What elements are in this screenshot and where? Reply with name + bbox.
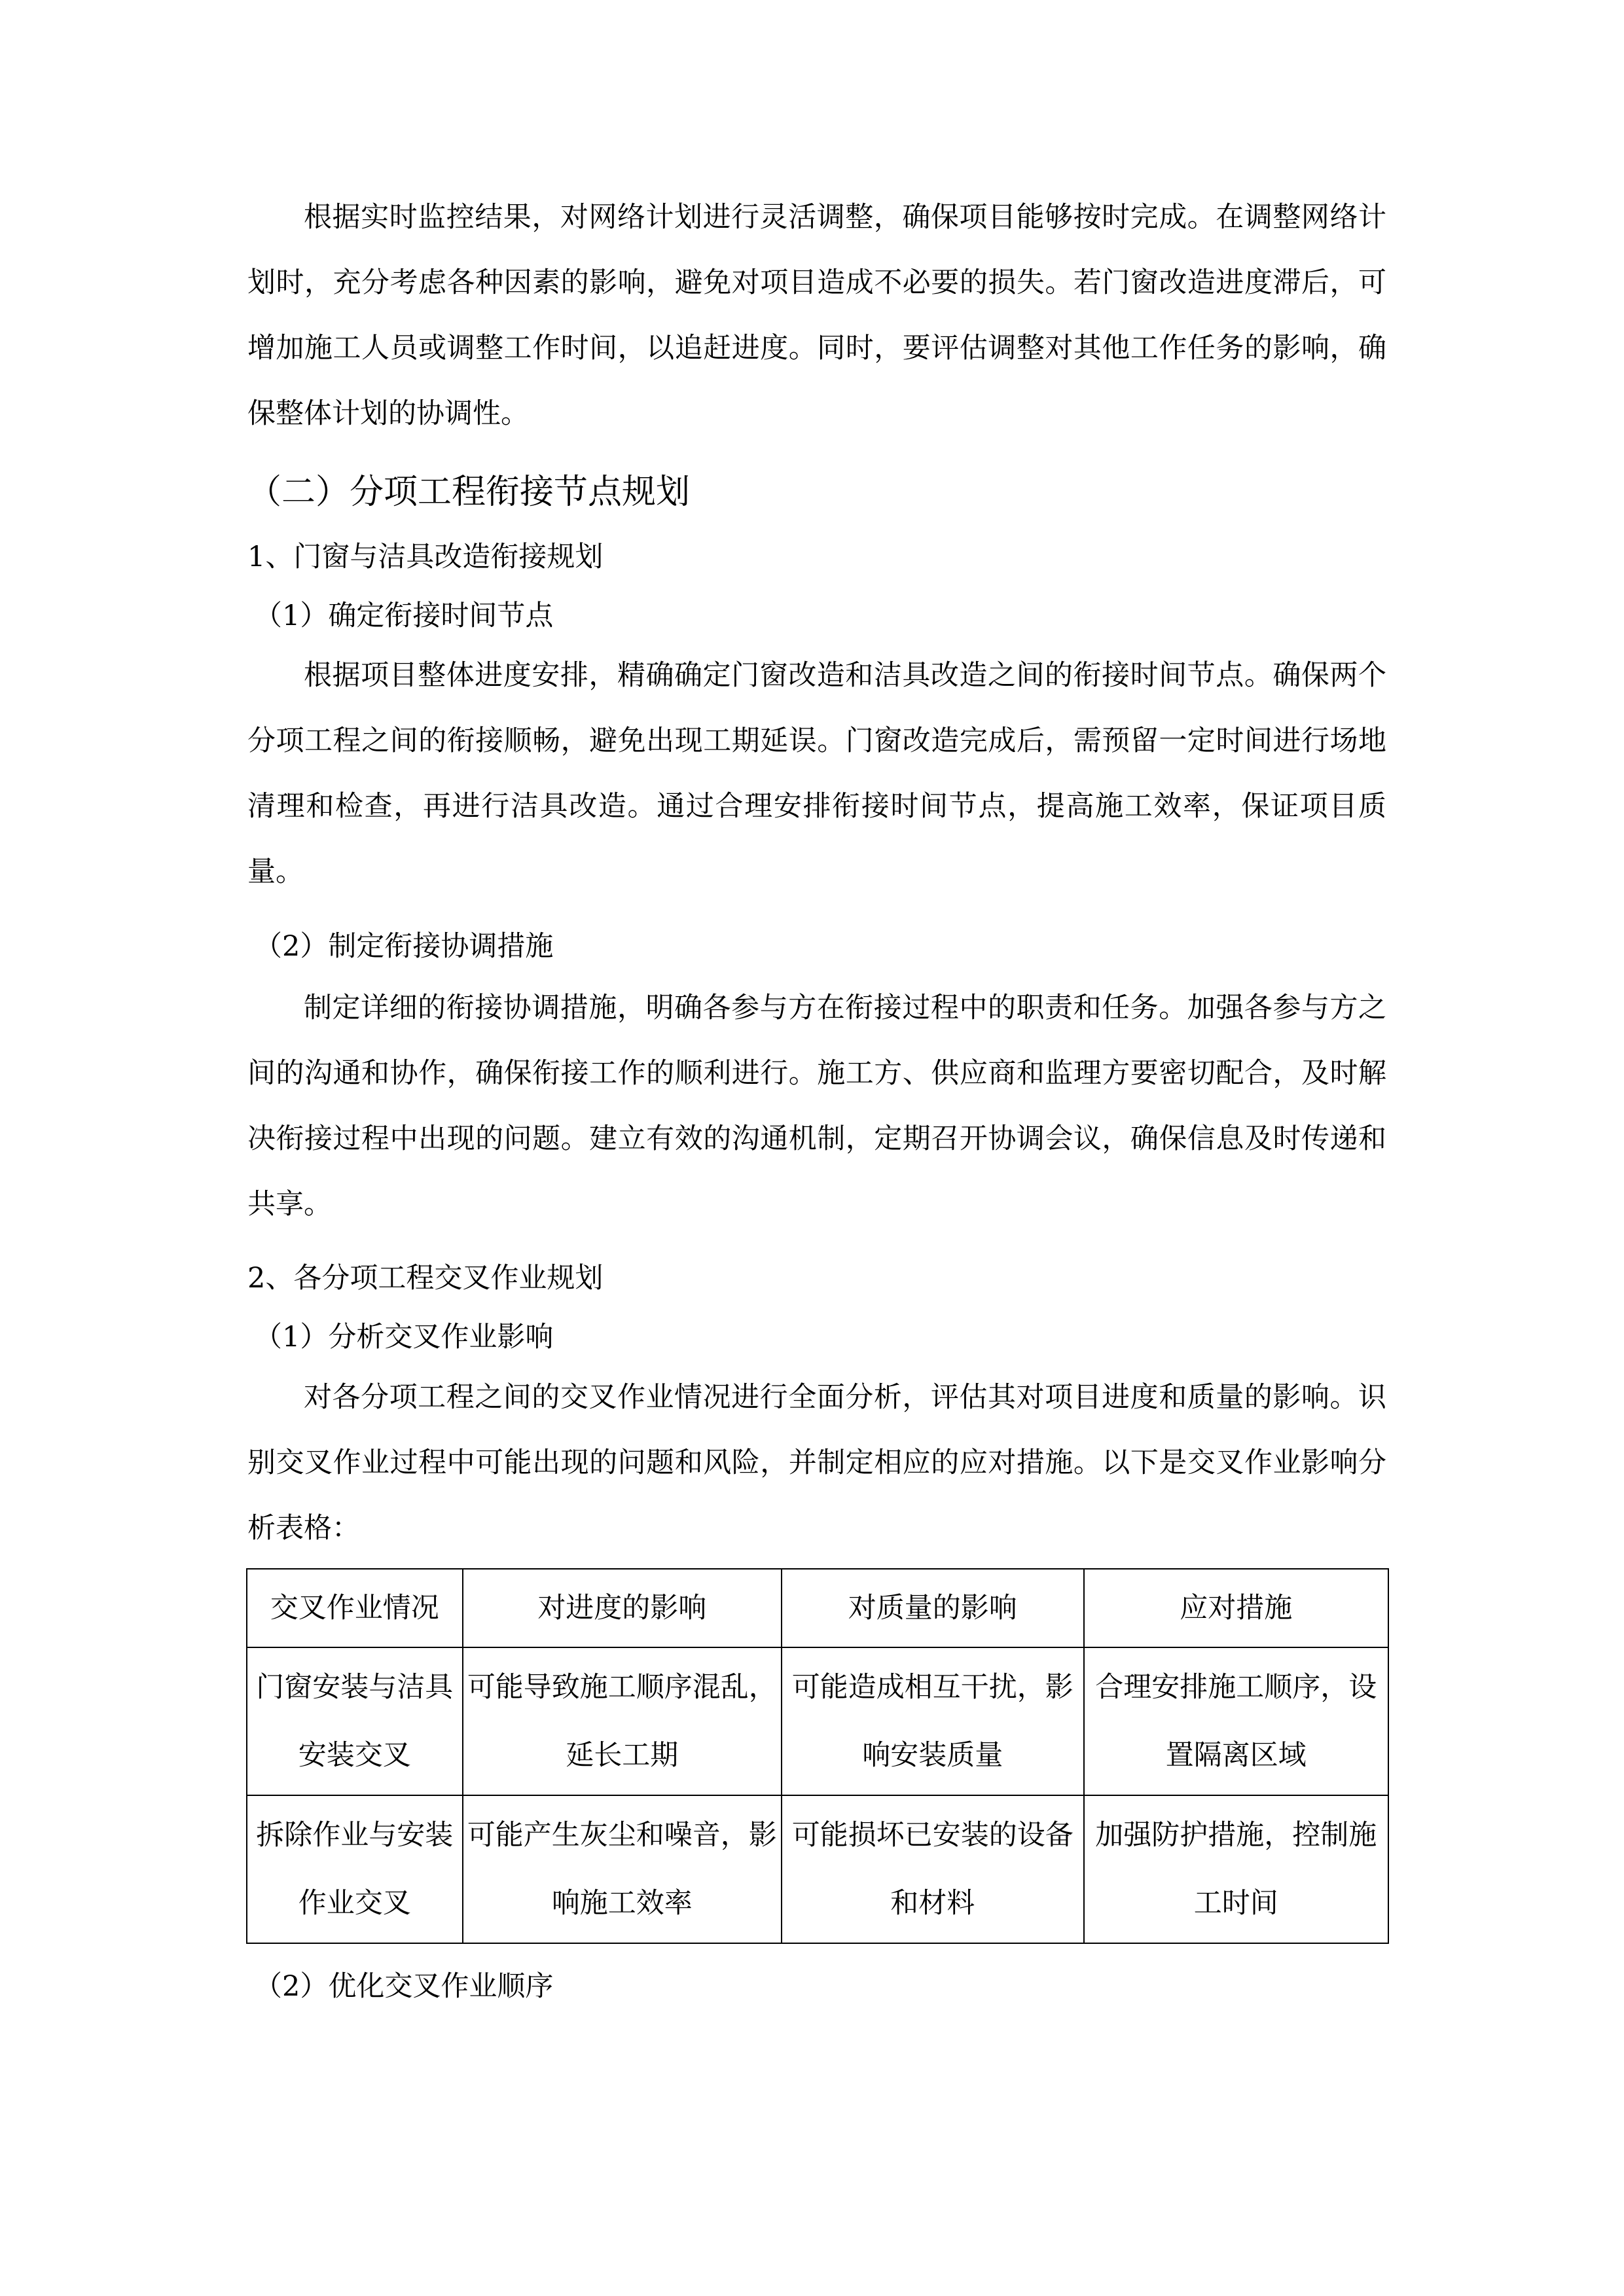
cross-operation-impact-table (246, 1568, 1389, 1944)
subheading-optimize-cross-sequence: （2）优化交叉作业顺序 (254, 1970, 554, 2003)
table-header-cell: 应对措施 (1084, 1569, 1389, 1647)
paragraph-network-plan-adjustment: 根据实时监控结果，对网络计划进行灵活调整，确保项目能够按时完成。在调整网络计划时，充分考虑各种因素的影响，避免对项目造成不必要的损失。若门窗改造进度滞后，可增加施工人员或调整工作时间，以追赶进度。同时，要评估调整对其他工作任务的影响，确保整体计划的协调性。 (247, 201, 1386, 430)
table-cell: 可能导致施工顺序混乱，延长工期 (463, 1647, 782, 1795)
table-cell: 可能造成相互干扰，影响安装质量 (782, 1647, 1083, 1795)
table-row (247, 1647, 1388, 1795)
paragraph-cross-impact-analysis: 对各分项工程之间的交叉作业情况进行全面分析，评估其对项目进度和质量的影响。识别交叉作业过程中可能出现的问题和风险，并制定相应的应对措施。以下是交叉作业影响分析表格： (247, 1381, 1386, 1545)
table-header-row (247, 1569, 1388, 1647)
subheading-cross-operation-planning: 2、各分项工程交叉作业规划 (247, 1262, 604, 1295)
table-cell: 门窗安装与洁具安装交叉 (247, 1647, 463, 1795)
paragraph-coordination-measures: 制定详细的衔接协调措施，明确各参与方在衔接过程中的职责和任务。加强各参与方之间的沟通和协作，确保衔接工作的顺利进行。施工方、供应商和监理方要密切配合，及时解决衔接过程中出现的问题。建立有效的沟通机制，定期召开协调会议，确保信息及时传递和共享。 (247, 992, 1386, 1221)
table-cell: 合理安排施工顺序，设置隔离区域 (1084, 1647, 1389, 1795)
table-cell: 拆除作业与安装作业交叉 (247, 1795, 463, 1943)
subheading-determine-time-nodes: （1）确定衔接时间节点 (254, 600, 554, 632)
table-row (247, 1795, 1388, 1943)
table-cell: 可能产生灰尘和噪音，影响施工效率 (463, 1795, 782, 1943)
subheading-window-sanitary-connection: 1、门窗与洁具改造衔接规划 (247, 541, 604, 573)
table-cell: 加强防护措施，控制施工时间 (1084, 1795, 1389, 1943)
subheading-analyze-cross-impact: （1）分析交叉作业影响 (254, 1321, 554, 1354)
table-header-cell: 对进度的影响 (463, 1569, 782, 1647)
table-header-cell: 交叉作业情况 (247, 1569, 463, 1647)
table-header-cell: 对质量的影响 (782, 1569, 1083, 1647)
subheading-coordination-measures: （2）制定衔接协调措施 (254, 930, 554, 963)
table-cell: 可能损坏已安装的设备和材料 (782, 1795, 1083, 1943)
paragraph-time-nodes: 根据项目整体进度安排，精确确定门窗改造和洁具改造之间的衔接时间节点。确保两个分项工程之间的衔接顺畅，避免出现工期延误。门窗改造完成后，需预留一定时间进行场地清理和检查，再进行洁具改造。通过合理安排衔接时间节点，提高施工效率，保证项目质量。 (247, 659, 1386, 888)
section-heading-node-planning: （二）分项工程衔接节点规划 (247, 473, 691, 512)
